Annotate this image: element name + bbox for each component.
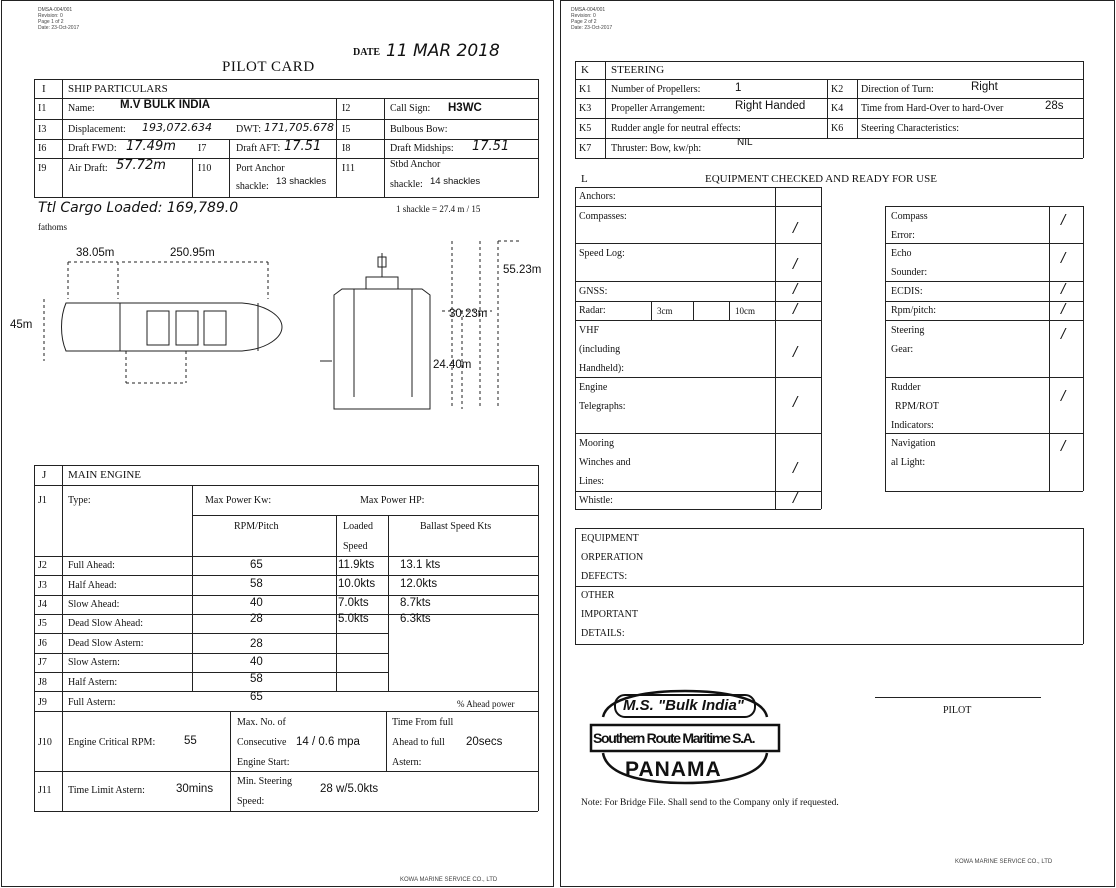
max-power-kw-label: Max Power Kw: [205,495,272,506]
row-code: J4 [38,599,47,610]
defects-label: DEFECTS: [581,571,628,582]
other-details-label: OTHER [581,590,615,601]
pilot-card-page-1 [1,0,554,887]
direction-of-turn-value: Right [971,81,998,93]
draft-midships-value: 17.51 [472,139,510,154]
cargo-loaded-note: Ttl Cargo Loaded: 169,789.0 [38,200,239,216]
checkmark-icon: / [793,221,798,236]
section-k-id: K [581,64,589,76]
displacement-label: Displacement: [68,124,126,135]
engine-order-label: Dead Slow Astern: [68,638,144,649]
engine-order-label: Half Ahead: [68,580,117,591]
propellers-label: Number of Propellers: [611,84,701,95]
col-loaded-header: Speed [343,541,368,552]
defects-label: EQUIPMENT [581,533,639,544]
card-title: PILOT CARD [222,59,315,75]
row-code: I7 [198,143,207,154]
hard-over-time-label: Time from Hard-Over to hard-Over [861,103,1004,114]
rpm-value: 40 [250,656,263,668]
equipment-label: ECDIS: [891,286,923,297]
row-code: K5 [579,123,592,134]
row-code: I3 [38,124,47,135]
checkmark-icon: / [793,461,798,476]
checkmark-icon: / [793,302,798,317]
bulbous-bow-label: Bulbous Bow: [390,124,448,135]
row-code: I8 [342,143,351,154]
draft-fwd-label: Draft FWD: [68,143,117,154]
equipment-label: Steering [891,325,925,336]
equipment-label: al Light: [891,457,926,468]
equipment-label: Radar: [579,305,606,316]
draft-aft-value: 17.51 [284,139,322,154]
bridge-file-note: Note: For Bridge File. Shall send to the Company only if requested. [581,798,839,808]
call-sign-value: H3WC [448,102,482,114]
rudder-neutral-label: Rudder angle for neutral effects: [611,123,741,134]
doc-meta-line: DMSA-004/001 [571,7,606,13]
equipment-label: Gear: [891,344,914,355]
engine-order-label: Slow Astern: [68,657,120,668]
checkmark-icon: / [1061,327,1066,342]
row-code: J5 [38,618,47,629]
equipment-label: Compass [891,211,928,222]
checkmark-icon: / [1061,213,1066,228]
equipment-label: Telegraphs: [579,401,626,412]
other-details-label: IMPORTANT [581,609,638,620]
thruster-value: NIL [737,137,753,148]
row-code: I10 [198,163,212,174]
section-j-id: J [42,469,47,481]
shackle-note: 1 shackle = 27.4 m / 15 [396,204,481,214]
row-code: J2 [38,560,47,571]
stbd-anchor-label: shackle: [390,179,423,190]
ahead-power-note: % Ahead power [457,699,515,709]
full-ahead-astern-label: Astern: [392,757,422,768]
engine-order-label: Full Astern: [68,697,116,708]
row-code: I6 [38,143,47,154]
checkmark-icon: / [1061,389,1066,404]
equipment-label: VHF [579,325,600,336]
row-code: K7 [579,143,592,154]
draft-midships-label: Draft Midships: [390,143,454,154]
critical-rpm-label: Engine Critical RPM: [68,737,156,748]
row-code: I1 [38,103,47,114]
section-k-title: STEERING [611,64,665,76]
draft-fwd-value: 17.49m [126,139,176,154]
time-limit-astern-label: Time Limit Astern: [68,785,145,796]
section-l-id: L [581,173,588,185]
equipment-label: Speed Log: [579,248,625,259]
rpm-value: 58 [250,578,263,590]
pilot-card-page-2 [560,0,1115,887]
row-code: I2 [342,103,351,114]
ship-plan-view-drawing [32,237,292,397]
checkmark-icon: / [1061,282,1066,297]
doc-meta-line: Page 2 of 2 [571,19,597,25]
rpm-value: 40 [250,597,263,609]
equipment-label: Winches and [579,457,631,468]
equipment-label: Echo [891,248,912,259]
full-ahead-astern-label: Ahead to full [392,737,445,748]
consecutive-starts-value: 14 / 0.6 mpa [296,736,360,748]
dwt-value: 171,705.678 [264,121,334,134]
stbd-anchor-value: 14 shackles [430,176,481,187]
doc-meta-line: Page 1 of 2 [38,19,64,25]
draft-aft-label: Draft AFT: [236,143,281,154]
air-draft-label: Air Draft: [68,163,108,174]
stamp-line-1: M.S. "Bulk India" [623,697,744,714]
equipment-label: Navigation [891,438,936,449]
ship-profile-view-drawing [302,237,532,417]
pilot-label: PILOT [943,705,972,716]
max-power-hp-label: Max Power HP: [360,495,425,506]
row-code: J9 [38,697,47,708]
equipment-label: Compasses: [579,211,627,222]
checkmark-icon: / [793,491,798,506]
footer-company: KOWA MARINE SERVICE CO., LTD [955,859,1053,865]
row-code: J1 [38,495,47,506]
equipment-label: RPM/ROT [895,401,939,412]
equipment-label: Sounder: [891,267,928,278]
loaded-speed-value: 5.0kts [338,613,369,625]
pilot-signature-line [875,697,1041,698]
dim-height-low: 24.40m [433,359,472,371]
ballast-speed-value: 8.7kts [400,597,431,609]
equipment-label: Indicators: [891,420,934,431]
date-value: 11 MAR 2018 [386,41,500,61]
checkmark-icon: / [1061,439,1066,454]
equipment-label: Rpm/pitch: [891,305,936,316]
hard-over-time-value: 28s [1045,100,1064,112]
equipment-label: Mooring [579,438,614,449]
port-anchor-label: shackle: [236,181,269,192]
equipment-label: Anchors: [579,191,616,202]
equipment-label: Engine [579,382,608,393]
ballast-speed-value: 6.3kts [400,613,431,625]
consecutive-starts-label: Consecutive [237,737,287,748]
engine-order-label: Full Ahead: [68,560,115,571]
col-ballast-header: Ballast Speed Kts [420,521,492,532]
ship-name-label: Name: [68,103,95,114]
full-ahead-astern-label: Time From full [392,717,454,728]
port-anchor-value: 13 shackles [276,176,327,187]
row-code: J7 [38,657,47,668]
checkmark-icon: / [793,257,798,272]
min-steering-speed-label: Speed: [237,796,265,807]
checkmark-icon: / [793,345,798,360]
footer-company: KOWA MARINE SERVICE CO., LTD [400,877,498,883]
checkmark-icon: / [793,395,798,410]
row-code: J3 [38,580,47,591]
rpm-value: 28 [250,613,263,625]
row-code: K3 [579,103,592,114]
row-code: J10 [38,737,52,748]
rpm-value: 58 [250,673,263,685]
doc-meta-line: Revision: 0 [38,13,63,19]
radar-10cm-label: 10cm [735,306,755,316]
equipment-label: GNSS: [579,286,608,297]
col-loaded-header: Loaded [343,521,373,532]
row-code: J6 [38,638,47,649]
doc-meta-line: Revision: 0 [571,13,596,19]
row-code: K1 [579,84,592,95]
full-ahead-astern-value: 20secs [466,736,503,748]
section-i-id: I [42,83,46,95]
date-label: DATE [353,47,381,58]
ballast-speed-value: 12.0kts [400,578,438,590]
stbd-anchor-label: Stbd Anchor [390,159,441,170]
loaded-speed-value: 10.0kts [338,578,376,590]
equipment-label: Whistle: [579,495,613,506]
ship-name-value: M.V BULK INDIA [120,99,211,111]
row-code: J11 [38,785,52,796]
critical-rpm-value: 55 [184,735,197,747]
dwt-label: DWT: [236,124,262,135]
min-steering-speed-value: 28 w/5.0kts [320,783,379,795]
other-details-label: DETAILS: [581,628,625,639]
engine-order-label: Slow Ahead: [68,599,120,610]
propellers-value: 1 [735,82,742,94]
equipment-label: Lines: [579,476,604,487]
consecutive-starts-label: Max. No. of [237,717,286,728]
row-code: I5 [342,124,351,135]
checkmark-icon: / [793,282,798,297]
thruster-label: Thruster: Bow, kw/ph: [611,143,702,154]
doc-meta-line: Date: 23-Oct-2017 [38,25,80,31]
row-code: I9 [38,163,47,174]
doc-meta-line: DMSA-004/001 [38,7,73,13]
loaded-speed-value: 11.9kts [338,559,375,571]
engine-type-label: Type: [68,495,91,506]
dim-top-right: 250.95m [170,247,215,259]
rpm-value: 28 [250,638,263,650]
section-i-title: SHIP PARTICULARS [68,83,168,95]
dim-beam: 45m [10,319,33,331]
equipment-label: Error: [891,230,915,241]
col-rpm-header: RPM/Pitch [234,521,279,532]
min-steering-speed-label: Min. Steering [237,776,292,787]
checkmark-icon: / [1061,251,1066,266]
dim-height-total: 55.23m [503,264,542,276]
ballast-speed-value: 13.1 kts [400,559,441,571]
row-code: J8 [38,677,47,688]
air-draft-value: 57.72m [116,158,166,173]
displacement-value: 193,072.634 [142,121,212,134]
radar-3cm-label: 3cm [657,306,673,316]
stamp-line-2: Southern Route Maritime S.A. [593,730,755,746]
equipment-label: (including [579,344,621,355]
row-code: K2 [831,84,844,95]
ship-stamp [589,687,781,787]
rpm-value: 65 [250,691,263,703]
direction-of-turn-label: Direction of Turn: [861,84,934,95]
consecutive-starts-label: Engine Start: [237,757,290,768]
propeller-arrangement-label: Propeller Arrangement: [611,103,706,114]
dim-top-left: 38.05m [76,247,115,259]
stamp-line-3: PANAMA [625,758,722,781]
propeller-arrangement-value: Right Handed [735,100,806,112]
defects-label: ORPERATION [581,552,644,563]
row-code: K6 [831,123,844,134]
port-anchor-label: Port Anchor [236,163,285,174]
time-limit-astern-value: 30mins [176,783,214,795]
row-code: K4 [831,103,844,114]
section-l-title: EQUIPMENT CHECKED AND READY FOR USE [705,173,937,185]
checkmark-icon: / [1061,302,1066,317]
shackle-note: fathoms [38,222,67,232]
section-j-title: MAIN ENGINE [68,469,142,481]
equipment-label: Rudder [891,382,921,393]
steering-characteristics-label: Steering Characteristics: [861,123,960,134]
rpm-value: 65 [250,559,263,571]
loaded-speed-value: 7.0kts [338,597,369,609]
engine-order-label: Dead Slow Ahead: [68,618,143,629]
row-code: I11 [342,163,355,174]
dim-height-mid: 30.23m [449,308,488,320]
call-sign-label: Call Sign: [390,103,431,114]
engine-order-label: Half Astern: [68,677,118,688]
equipment-label: Handheld): [579,363,624,374]
doc-meta-line: Date: 23-Oct-2017 [571,25,613,31]
